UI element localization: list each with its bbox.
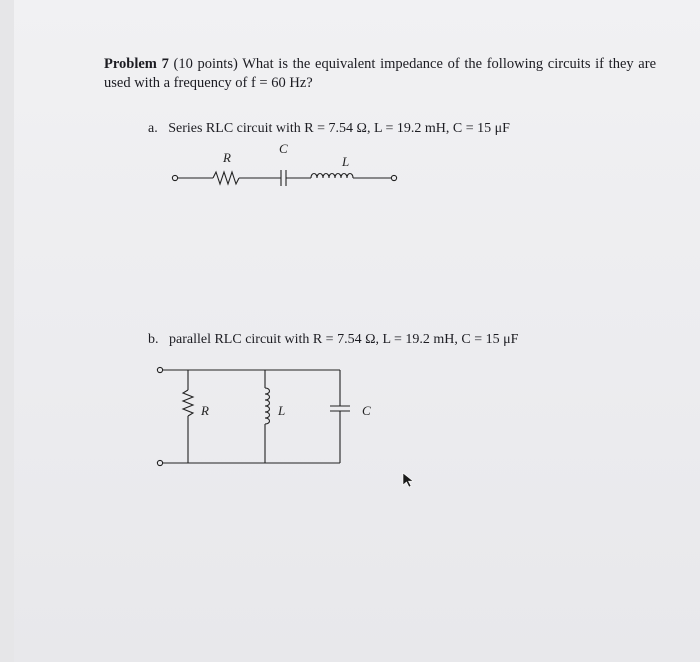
label-l: L [342,154,350,169]
part-b-text: parallel RLC circuit with R = 7.54 Ω, L = 19.2 mH, C = 15 μF [169,332,519,347]
terminal-top [157,367,162,372]
part-a-text: Series RLC circuit with R = 7.54 Ω, L = 19.2 mH, C = 15 μF [168,121,510,136]
part-a-prompt [148,121,510,137]
problem-label: Problem 7 [104,56,169,72]
series-rlc-diagram [165,140,425,190]
parallel-rlc-diagram [150,362,390,472]
terminal-left [172,175,177,180]
mouse-pointer-icon [402,472,416,488]
terminal-bottom [157,460,162,465]
problem-text: (10 points) What is the equivalent impedance of the following circuits if they are used with a frequency of f = 60 Hz? [104,56,657,91]
inductor-symbol [311,174,353,179]
label-c-parallel: C [362,403,371,418]
problem-statement [104,55,656,93]
label-c: C [279,141,288,156]
label-r: R [223,150,231,165]
inductor-symbol-parallel [265,388,270,424]
label-l-parallel: L [278,403,286,418]
paper-sheet [14,0,700,662]
part-b-prompt [148,332,518,348]
resistor-symbol [213,172,239,184]
part-b-marker: b. [148,332,159,347]
terminal-right [391,175,396,180]
label-r-parallel: R [201,403,209,418]
part-a-marker: a. [148,121,158,136]
resistor-symbol-parallel [183,390,193,416]
